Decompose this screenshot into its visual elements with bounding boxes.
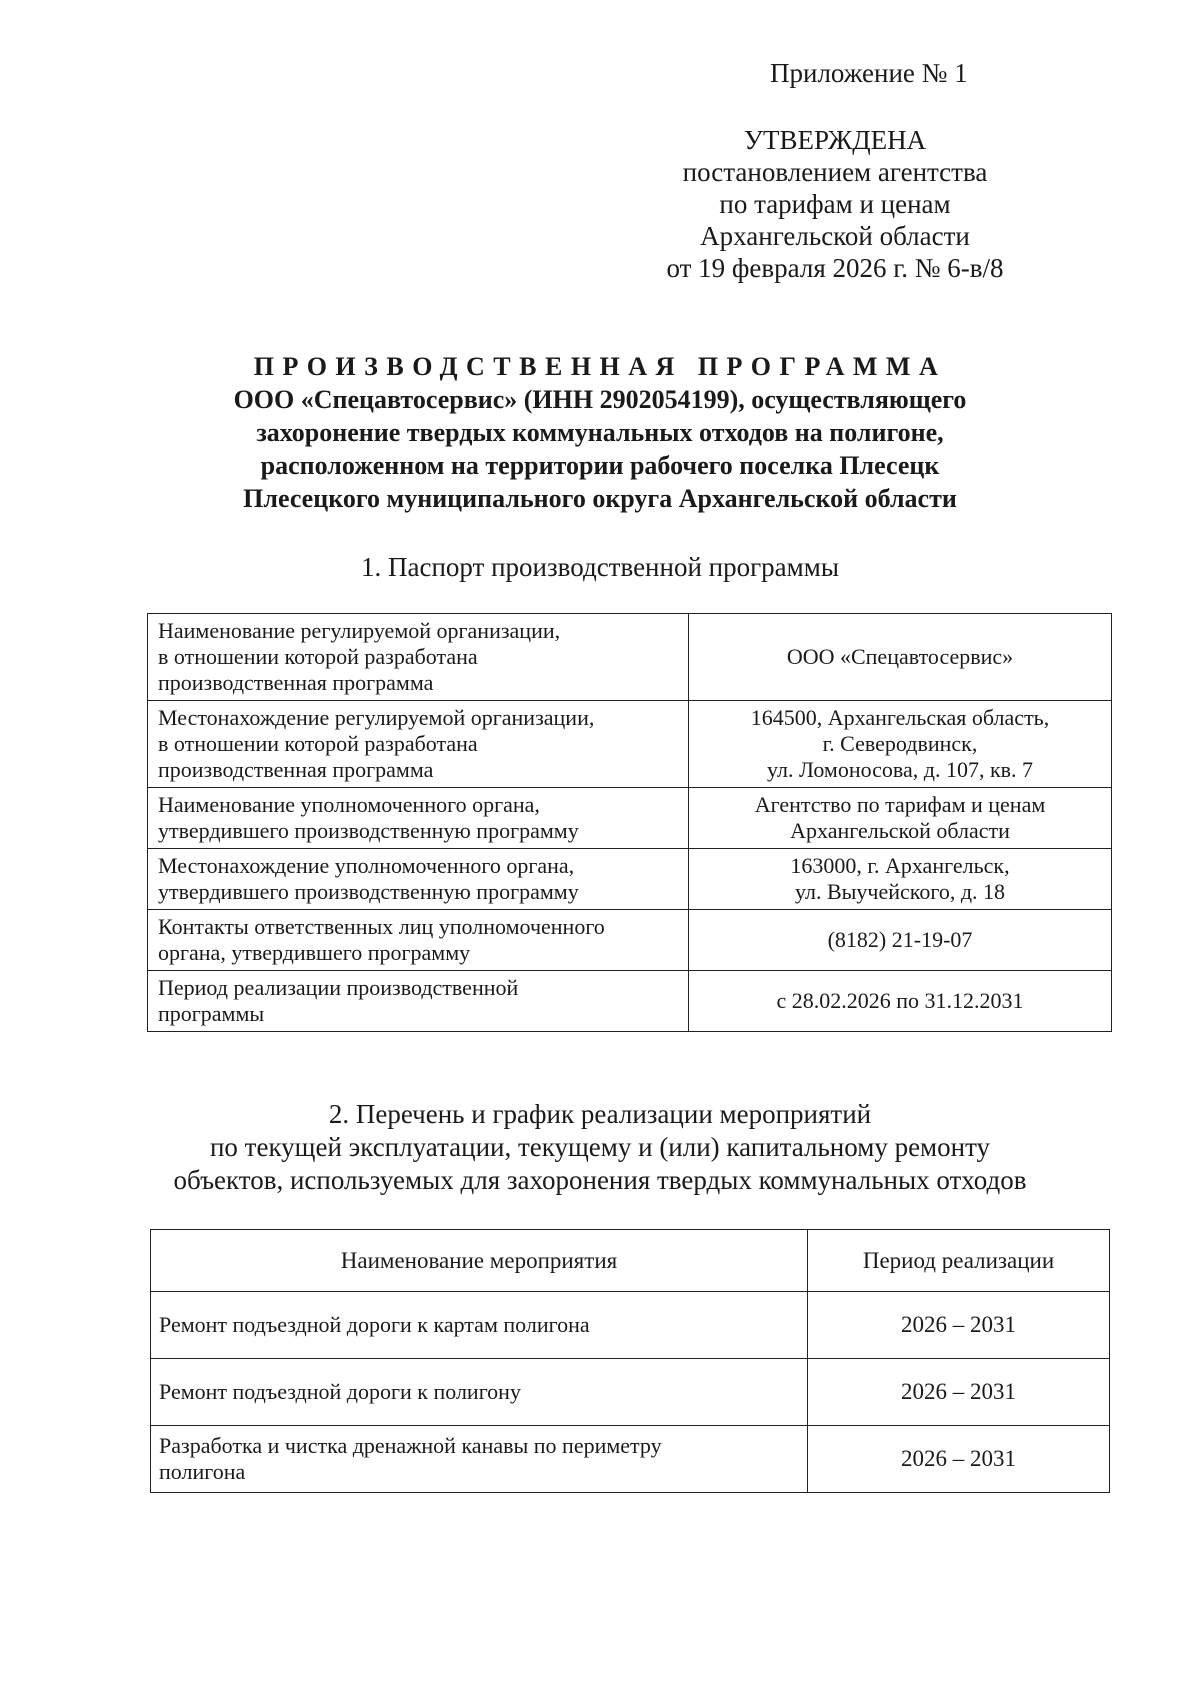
table-row — [148, 614, 1112, 701]
document-title — [150, 350, 1050, 515]
table-row — [148, 701, 1112, 788]
event-period-cell: 2026 – 2031 — [808, 1426, 1110, 1493]
table-row — [148, 971, 1112, 1032]
passport-value-cell: с 28.02.2026 по 31.12.2031 — [689, 971, 1112, 1032]
events-table — [150, 1229, 1110, 1493]
table-row — [148, 788, 1112, 849]
appendix-label: Приложение № 1 — [770, 58, 968, 88]
table-row — [151, 1359, 1110, 1426]
passport-value-cell: (8182) 21-19-07 — [689, 910, 1112, 971]
passport-label-cell: Местонахождение регулируемой организации, в отношении которой разработана производственная программа — [148, 701, 689, 788]
passport-label-cell: Наименование уполномоченного органа, утвердившего производственную программу — [148, 788, 689, 849]
approval-line: постановлением агентства — [682, 157, 988, 187]
section1-heading: 1. Паспорт производственной программы — [361, 552, 839, 582]
table-row — [151, 1292, 1110, 1359]
table-row — [151, 1426, 1110, 1493]
passport-label-cell: Период реализации производственной программы — [148, 971, 689, 1032]
column-header-period: Период реализации — [808, 1230, 1110, 1292]
table-row — [148, 849, 1112, 910]
title-line: захоронение твердых коммунальных отходов на полигоне, — [256, 418, 944, 447]
section2-heading: 2. Перечень и график реализации мероприятий по текущей эксплуатации, текущему и (или) капитальному ремонту объектов, используемых для захоронения твердых коммунальных отходов — [173, 1099, 1027, 1195]
passport-value-cell: 164500, Архангельская область, г. Северодвинск, ул. Ломоносова, д. 107, кв. 7 — [689, 701, 1112, 788]
event-name-cell: Ремонт подъездной дороги к полигону — [151, 1359, 808, 1426]
passport-table — [147, 613, 1112, 1032]
approval-line: Архангельской области — [700, 221, 970, 251]
title-line: Плесецкого муниципального округа Архангельской области — [243, 484, 957, 513]
passport-value-cell: ООО «Спецавтосервис» — [689, 614, 1112, 701]
event-period-cell: 2026 – 2031 — [808, 1292, 1110, 1359]
passport-label-cell: Наименование регулируемой организации, в отношении которой разработана производственная программа — [148, 614, 689, 701]
column-header-name: Наименование мероприятия — [151, 1230, 808, 1292]
approval-line: от 19 февраля 2026 г. № 6-в/8 — [666, 253, 1004, 283]
passport-label-cell: Местонахождение уполномоченного органа, утвердившего производственную программу — [148, 849, 689, 910]
approval-block — [620, 124, 1050, 284]
event-name-cell: Разработка и чистка дренажной канавы по периметру полигона — [151, 1426, 808, 1493]
approved-label: УТВЕРЖДЕНА — [743, 125, 927, 155]
passport-value-cell: 163000, г. Архангельск, ул. Выучейского, д. 18 — [689, 849, 1112, 910]
title-line: ООО «Спецавтосервис» (ИНН 2902054199), осуществляющего — [233, 385, 967, 414]
table-header-row — [151, 1230, 1110, 1292]
table-row — [148, 910, 1112, 971]
approval-line: по тарифам и ценам — [719, 189, 951, 219]
event-period-cell: 2026 – 2031 — [808, 1359, 1110, 1426]
title-line: расположенном на территории рабочего поселка Плесецк — [260, 451, 940, 480]
event-name-cell: Ремонт подъездной дороги к картам полигона — [151, 1292, 808, 1359]
title-heading: ПРОИЗВОДСТВЕННАЯ ПРОГРАММА — [253, 352, 947, 381]
passport-label-cell: Контакты ответственных лиц уполномоченного органа, утвердившего программу — [148, 910, 689, 971]
passport-value-cell: Агентство по тарифам и ценам Архангельской области — [689, 788, 1112, 849]
